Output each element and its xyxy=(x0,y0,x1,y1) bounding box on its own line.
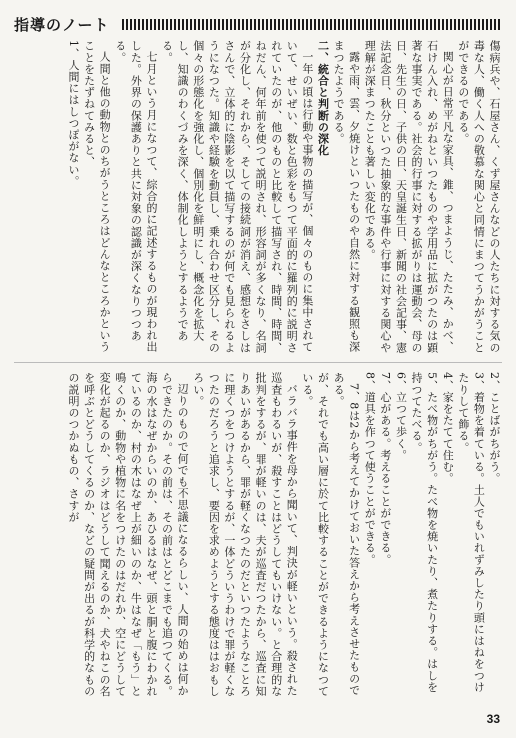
list-item: 6、立つて歩く。 xyxy=(394,372,408,461)
list-item: 2、ことばがちがう。 xyxy=(488,372,501,484)
paragraph: 辺りのもので何でも不思議になるらしい、人間の始めは何からできたのか。その前は、その前はとどこまでも追つてくる。海の水はなぜからいのか、あひるはなぜ、頭と胴と腹にわかれているのか、村の木はなぜ上が細いのか、牛はなぜ「もう」と鳴くのか、動物や植物に名をつけたのはだれか、空にどうして変化が起るのか、ラジオはどうして聞えるのか、犬やねこの名を呼ぶとどうしてくるのか、などの疑問が出るが科学的なものの説明のつかぬもの、さすが xyxy=(66,372,190,697)
list-item: 1、人間にはしつぽがない。 xyxy=(66,40,80,187)
list-item: 8、道具を作つて使うことができる。 xyxy=(363,372,377,566)
paragraph: 露や雨、雲、夕焼けといつたものや自然に対する観照も深まつたようである。 xyxy=(332,40,361,353)
paragraph: 7、8は2から考えてかけておいた答えから考えさせたものである。 xyxy=(332,372,361,696)
page-header xyxy=(14,14,504,36)
paragraph: 関心が日常平凡な家具、錐、つまようじ、たたみ、かべ、石けん入れ、めがねといつたものや学用品に拡がつたのは顕著な事実である。社会的行事に対する拡がりは運動会、母の日、先生の日、子供の日、天皇誕生日、新聞の社会記事、憲法記念日、秋分といつた抽象的な事件や行事に対する関心や理解が深まつたことも著しい変化である。 xyxy=(363,40,455,354)
list-item: 4、家をたてて住む。 xyxy=(441,372,455,484)
header-rule xyxy=(122,19,500,30)
paragraph: 七月という月になつて、綜合的に記述するものが現われ出した。外界の保護ありと共に対象の認識が深くなりつつある。 xyxy=(113,40,158,353)
upper-text-block xyxy=(14,40,502,358)
paragraph: 傷病兵や、石屋さん、くず屋さんなどの人たちに対する気の毒な人、働く人への敬慕な関心と同情にまつてうかがうことができるのである。 xyxy=(456,40,501,354)
divider xyxy=(14,362,502,363)
section-heading: 二、統合と判断の深化 xyxy=(316,40,330,156)
paragraph: が、それでも高い層に於て比較することができるようになつている。 xyxy=(300,372,330,697)
list-item: 7、心がある。考えることができる。 xyxy=(378,372,392,566)
lower-text-block xyxy=(14,372,502,702)
paragraph: 一年の頃は行動や事物の描写が、個々のものに集中されていて、せいぜい、数と色彩をもつて平面的に羅列的に説明されていたのが、他のものと比較して描写され、時間、時間、ねだん、何年前を使つて説明され、形容詞が多くなり、名詞が分化し、それから、そしての接続詞が消え、感想をさしはさんで、立体的に陰影を以て描写するのが何でも見られるようになつた。知識や経験を動員し、乗れ合わせ区分し、その個々の形態化を強化し、個別化を鮮明にし、概念化を拡大し、知識のわくづみを深く、体制化しようとするようである。 xyxy=(160,40,314,354)
paragraph: バラバラ事件を母から聞いて、判決が軽いという。殺された巡査もわるいが、殺すことはどうしてもいけない。と合理的な批判をするが、罪が軽いのは、夫が巡査だつたから、巡査に知りあいがあるから、罪が軽くなつたのだといつたようなことろに理くつをつけようとするが、一体どういうわけで罪が軽くなつたのだろうと追求し、要因を求めようとする態度ははおもしろい。 xyxy=(191,372,299,697)
list-item: 5、たべ物がちがう。たべ物を焼いたり、煮たりする。はしを持つてたべる。 xyxy=(410,372,439,693)
header-title: 指導のノート xyxy=(14,16,110,34)
page-number: 33 xyxy=(486,712,500,726)
list-item: 3、着物を着ている。土人でもいれずみしたり頭にはねをつけたりして飾る。 xyxy=(456,372,486,693)
paragraph: 人間と他の動物とのちがうところはどんなところかということをたずねてみると、 xyxy=(82,40,112,353)
